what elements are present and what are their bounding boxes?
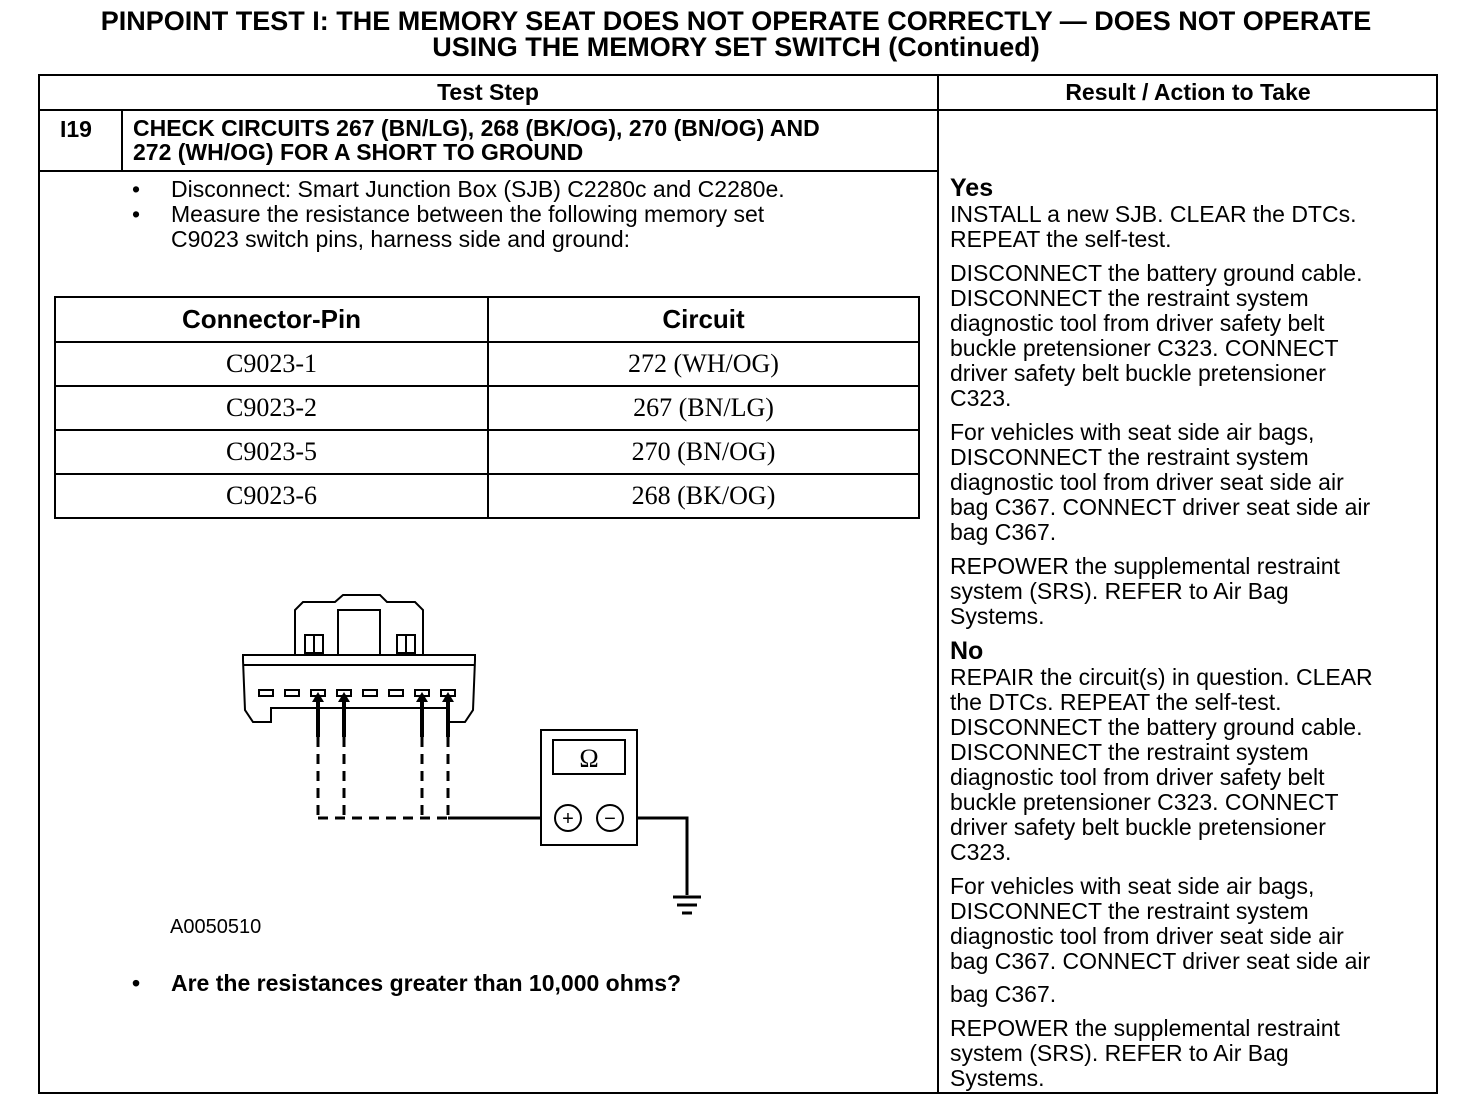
result-line: REPOWER the supplemental restraint [950,553,1340,579]
result-line: For vehicles with seat side air bags, [950,873,1315,899]
result-line: diagnostic tool from driver seat side air [950,469,1344,495]
instruction-text: Measure the resistance between the following memory set [171,201,765,227]
yes-label: Yes [950,174,994,202]
question-text: Are the resistances greater than 10,000 ohms? [171,970,682,996]
connector-pin-cell: C9023-1 [55,342,488,386]
result-line: DISCONNECT the restraint system [950,444,1309,470]
bullet-icon: • [132,201,141,227]
column-header-connector-pin: Connector-Pin [55,297,488,342]
connector-pin-cell: C9023-5 [55,430,488,474]
step-title-line-1: CHECK CIRCUITS 267 (BN/LG), 268 (BK/OG), 270 (BN/OG) AND [133,115,820,141]
result-line: system (SRS). REFER to Air Bag [950,1040,1289,1066]
step-title-line-2: 272 (WH/OG) FOR A SHORT TO GROUND [133,139,584,165]
header-test-step: Test Step [437,79,539,105]
result-paragraph [950,665,1430,865]
result-line: DISCONNECT the restraint system [950,285,1309,311]
step-id-divider [121,109,123,172]
table-row [55,474,919,518]
page-title [0,8,1472,60]
result-line: DISCONNECT the restraint system [950,898,1309,924]
bullet-icon: • [132,176,141,202]
table-row [55,386,919,430]
step-title [133,116,923,164]
column-divider [937,74,939,1094]
step-id: I19 [60,116,92,142]
result-paragraph [950,261,1430,411]
result-line: diagnostic tool from driver safety belt [950,764,1325,790]
instruction-item [130,177,930,202]
connector-pin-table [54,296,920,519]
result-paragraph [950,202,1430,252]
result-line: C323. [950,385,1012,411]
result-line: buckle pretensioner C323. CONNECT [950,789,1339,815]
instruction-list [130,177,930,252]
connector-pin-cell: C9023-6 [55,474,488,518]
result-line: REPEAT the self-test. [950,226,1172,252]
result-line: INSTALL a new SJB. CLEAR the DTCs. [950,201,1357,227]
wiring-diagram [235,590,715,930]
result-line: driver safety belt buckle pretensioner [950,360,1326,386]
title-line-1: PINPOINT TEST I: THE MEMORY SEAT DOES NOT OPERATE CORRECTLY — DOES NOT OPERATE [100,6,1372,36]
connector-c9023-illustration [243,595,475,722]
circuit-cell: 268 (BK/OG) [488,474,919,518]
result-line: bag C367. CONNECT driver seat side air [950,948,1371,974]
result-line: bag C367. [950,519,1057,545]
figure-id: A0050510 [170,916,262,938]
result-line: diagnostic tool from driver safety belt [950,310,1325,336]
ohmmeter [541,730,637,845]
result-line: bag C367. [950,981,1057,1007]
result-action-column [950,174,1430,1091]
table-header-row [55,297,919,342]
result-line: For vehicles with seat side air bags, [950,419,1315,445]
result-line: C323. [950,839,1012,865]
connector-pin-cell: C9023-2 [55,386,488,430]
table-row [55,430,919,474]
result-line: DISCONNECT the battery ground cable. [950,260,1363,286]
result-line: REPAIR the circuit(s) in question. CLEAR [950,664,1373,690]
result-paragraph [950,554,1430,629]
result-paragraph [950,1016,1430,1091]
result-line: driver safety belt buckle pretensioner [950,814,1326,840]
result-line: system (SRS). REFER to Air Bag [950,578,1289,604]
instruction-item [130,202,930,252]
result-paragraph [950,420,1430,545]
dashed-test-leads [318,737,448,818]
bullet-icon: • [132,970,141,996]
header-result-action: Result / Action to Take [1065,79,1311,105]
instruction-text: C9023 switch pins, harness side and ground: [171,226,631,252]
result-line: REPOWER the supplemental restraint [950,1015,1340,1041]
no-label: No [950,637,984,665]
ohm-symbol-icon: Ω [579,744,599,773]
result-line: the DTCs. REPEAT the self-test. [950,689,1282,715]
result-line: buckle pretensioner C323. CONNECT [950,335,1339,361]
circuit-cell: 272 (WH/OG) [488,342,919,386]
table-row [55,342,919,386]
connector-pin-slots [259,690,455,696]
result-line: bag C367. CONNECT driver seat side air [950,494,1371,520]
minus-terminal-icon: − [604,808,616,830]
result-line: DISCONNECT the battery ground cable. [950,714,1363,740]
result-line: Systems. [950,603,1045,629]
instruction-text: Disconnect: Smart Junction Box (SJB) C2280c and C2280e. [171,176,785,202]
plus-terminal-icon: + [562,808,574,830]
circuit-cell: 270 (BN/OG) [488,430,919,474]
result-line: Systems. [950,1065,1045,1091]
circuit-cell: 267 (BN/LG) [488,386,919,430]
step-title-rule [38,170,938,172]
column-header-circuit: Circuit [488,297,919,342]
result-line: DISCONNECT the restraint system [950,739,1309,765]
result-paragraph [950,874,1430,1007]
probe-arrow-icons [312,692,454,737]
result-line: diagnostic tool from driver seat side air [950,923,1344,949]
title-line-2: USING THE MEMORY SET SWITCH (Continued) [432,32,1040,62]
header-rule [38,109,1438,111]
ground-icon [673,897,701,913]
